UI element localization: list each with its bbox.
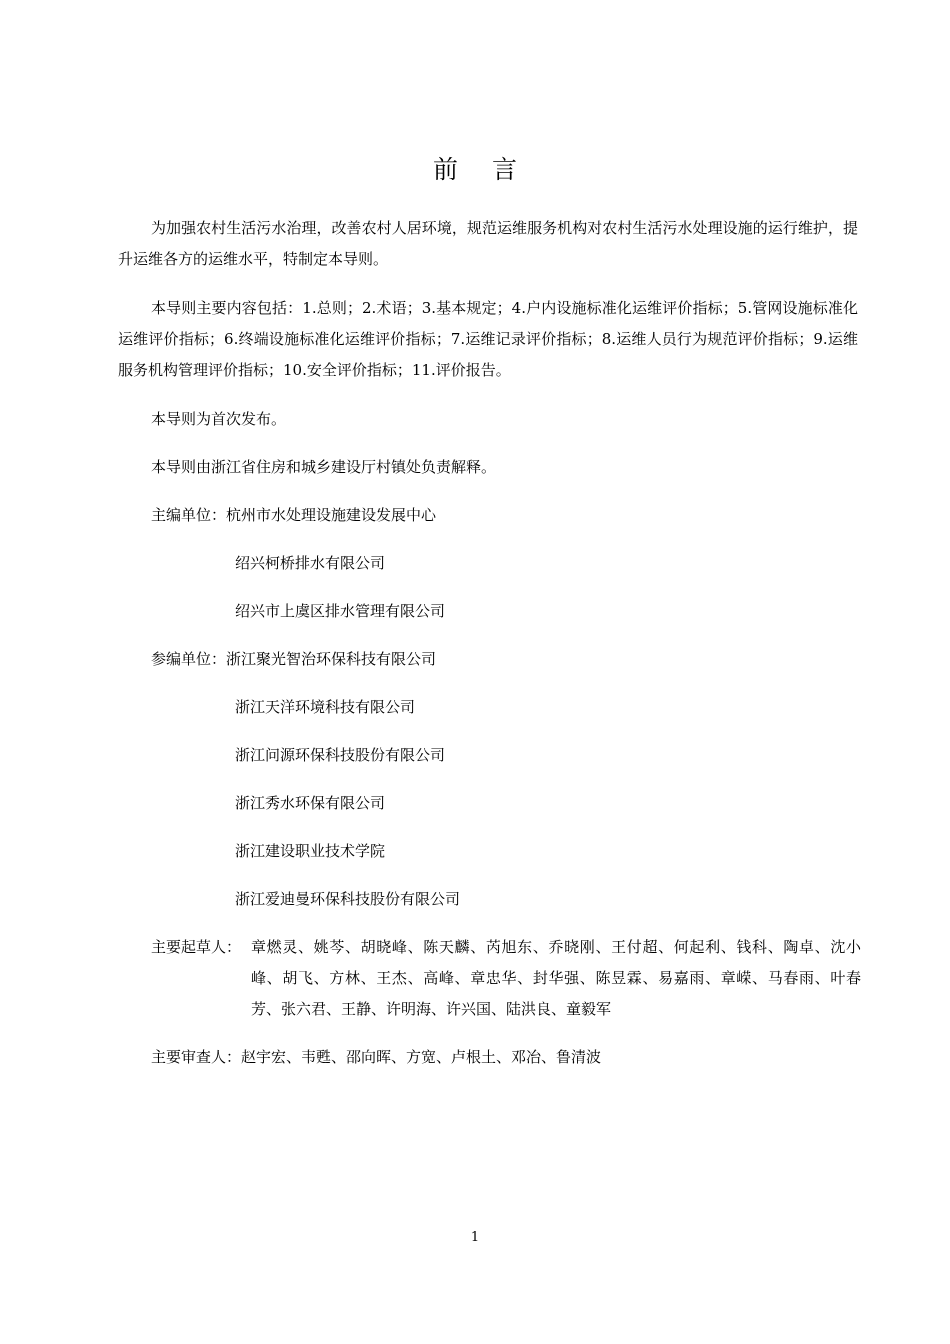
paragraph-interpretation: 本导则由浙江省住房和城乡建设厅村镇处负责解释。 — [151, 458, 497, 476]
participating-unit: 浙江秀水环保有限公司 — [235, 794, 386, 812]
paragraph-contents: 本导则主要内容包括：1.总则；2.术语；3.基本规定；4.户内设施标准化运维评价指标；5.管网设施标准化运维评价指标；6.终端设施标准化运维评价指标；7.运维记录评价指标；8.运维人员行为规范评价指标；9.运维服务机构管理评价指标；10.安全评价指标；11.评价报告。 — [118, 299, 858, 379]
participating-editors-label: 参编单位： — [151, 650, 227, 668]
chief-editors-row — [151, 500, 436, 531]
reviewers-row — [151, 1042, 601, 1073]
participating-unit: 浙江建设职业技术学院 — [235, 842, 386, 860]
drafters-names: 章燃灵、姚芩、胡晓峰、陈天麟、芮旭东、乔晓刚、王付超、何起利、钱科、陶卓、沈小峰、胡飞、方林、王杰、高峰、章忠华、封华强、陈昱霖、易嘉雨、章嵘、马春雨、叶春芳、张六君、王静、许明海、许兴国、陆洪良、童毅军 — [251, 938, 861, 1018]
chief-editor-unit: 杭州市水处理设施建设发展中心 — [226, 506, 437, 524]
drafters-label: 主要起草人： — [151, 938, 242, 956]
page-number: 1 — [470, 1230, 480, 1245]
paragraph-purpose: 为加强农村生活污水治理，改善农村人居环境，规范运维服务机构对农村生活污水处理设施的运行维护，提升运维各方的运维水平，特制定本导则。 — [118, 219, 858, 268]
participating-unit: 浙江问源环保科技股份有限公司 — [235, 746, 446, 764]
page-title: 前言 — [432, 155, 551, 184]
participating-unit: 浙江天洋环境科技有限公司 — [235, 698, 416, 716]
paragraph-first-release: 本导则为首次发布。 — [151, 410, 287, 428]
chief-editors-label: 主编单位： — [151, 506, 227, 524]
participating-editors-row — [151, 644, 436, 675]
participating-unit: 浙江爱迪曼环保科技股份有限公司 — [235, 890, 461, 908]
participating-unit: 浙江聚光智治环保科技有限公司 — [226, 650, 437, 668]
chief-editor-unit: 绍兴柯桥排水有限公司 — [235, 554, 386, 572]
reviewers-names: 赵宇宏、韦甦、邵向晖、方宽、卢根土、邓冶、鲁清波 — [241, 1048, 602, 1066]
chief-editor-unit: 绍兴市上虞区排水管理有限公司 — [235, 602, 446, 620]
reviewers-label: 主要审查人： — [151, 1048, 242, 1066]
